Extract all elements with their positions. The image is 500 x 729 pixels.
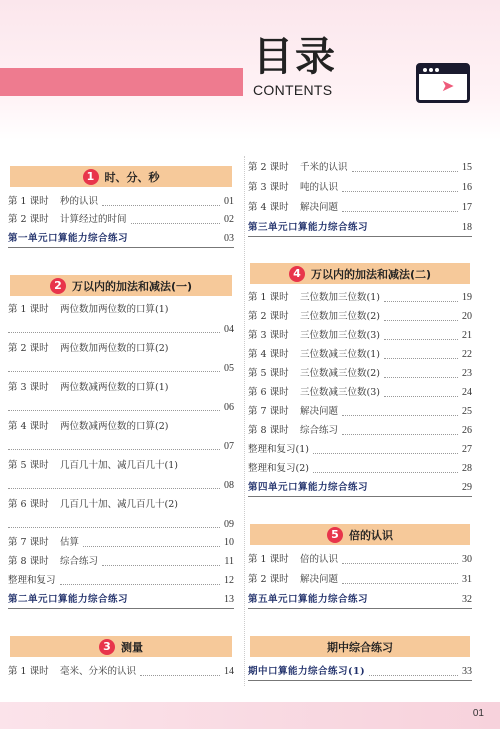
lesson-topic: 三位数加三位数(1) (300, 292, 380, 303)
dot-leader (342, 583, 458, 584)
dot-leader (102, 205, 220, 206)
page-number: 19 (462, 292, 472, 303)
lesson-label: 第 2 课时 (248, 162, 289, 173)
page-subtitle: CONTENTS (253, 82, 333, 98)
page-number: 21 (462, 330, 472, 341)
practice-title: 第五单元口算能力综合练习 (248, 594, 369, 605)
lesson-label: 第 7 课时 (248, 406, 289, 417)
dot-leader (313, 472, 458, 473)
dot-leader (60, 584, 220, 585)
section-title: 万以内的加法和减法(二) (310, 267, 432, 281)
lesson-label: 第 4 课时 (248, 349, 289, 360)
lesson-label: 第 8 课时 (248, 425, 289, 436)
dot-leader (131, 223, 220, 224)
section-header-4 (250, 263, 470, 284)
page-number: 05 (224, 363, 234, 374)
lesson-label: 第 1 课时 (8, 196, 49, 207)
lesson-topic: 综合练习 (300, 425, 339, 436)
section-title: 测量 (121, 640, 143, 654)
lesson-topic: 毫米、分米的认识 (60, 666, 137, 677)
section-number-badge: 3 (99, 639, 115, 655)
dot-leader (384, 396, 458, 397)
lesson-label: 第 8 课时 (8, 556, 49, 567)
toc-entry[interactable] (248, 385, 472, 401)
dot-leader (384, 301, 458, 302)
section-header-1 (10, 166, 232, 187)
toc-entry[interactable] (248, 309, 472, 325)
toc-entry[interactable] (8, 554, 234, 570)
section-title: 万以内的加法和减法(一) (71, 279, 193, 293)
page-number: 28 (462, 463, 472, 474)
toc-entry[interactable] (8, 380, 234, 416)
lesson-topic: 估算 (60, 537, 80, 548)
dot-leader (8, 488, 220, 489)
dot-leader (369, 675, 458, 676)
dot-leader (83, 546, 220, 547)
page-number: 04 (224, 324, 234, 335)
header-pink-band (0, 68, 243, 96)
page-number: 10 (224, 537, 234, 548)
practice-title: 第二单元口算能力综合练习 (8, 594, 129, 605)
dot-leader (342, 191, 458, 192)
lesson-topic: 三位数减三位数(2) (300, 368, 380, 379)
toc-entry[interactable] (8, 194, 234, 210)
lesson-topic: 三位数加三位数(3) (300, 330, 380, 341)
toc-entry[interactable] (248, 572, 472, 588)
practice-title: 第四单元口算能力综合练习 (248, 482, 369, 493)
section-title: 时、分、秒 (104, 170, 160, 184)
page-number: 09 (224, 519, 234, 530)
lesson-label: 第 2 课时 (8, 214, 49, 225)
footer-band (0, 702, 500, 729)
dot-leader (8, 371, 220, 372)
page-number: 07 (224, 441, 234, 452)
toc-entry[interactable] (248, 461, 472, 477)
dot-leader (352, 171, 458, 172)
lesson-topic: 两位数加两位数的口算(2) (60, 343, 169, 354)
lesson-topic: 千米的认识 (300, 162, 348, 173)
lesson-topic: 秒的认识 (60, 196, 99, 207)
page-number: 11 (224, 556, 234, 567)
toc-practice-entry[interactable] (8, 231, 234, 248)
page-number: 25 (462, 406, 472, 417)
lesson-topic: 两位数减两位数的口算(1) (60, 382, 169, 393)
dot-leader (8, 527, 220, 528)
page-number: 18 (462, 222, 472, 233)
page-number: 33 (462, 666, 472, 677)
section-header-3 (10, 636, 232, 657)
toc-entry[interactable] (248, 200, 472, 216)
page-number: 12 (224, 575, 234, 586)
lesson-label: 第 4 课时 (8, 421, 49, 432)
dot-leader (102, 565, 220, 566)
footer-page-number: 01 (472, 708, 484, 719)
toc-entry[interactable] (248, 423, 472, 439)
dot-leader (342, 415, 458, 416)
page-number: 15 (462, 162, 472, 173)
page-number: 29 (462, 482, 472, 493)
toc-entry[interactable] (248, 160, 472, 176)
lesson-label: 第 1 课时 (8, 666, 49, 677)
lesson-topic: 两位数减两位数的口算(2) (60, 421, 169, 432)
toc-entry[interactable] (8, 302, 234, 338)
page-number: 26 (462, 425, 472, 436)
toc-entry[interactable] (8, 497, 234, 533)
page-number: 27 (462, 444, 472, 455)
section-number-badge: 5 (327, 527, 343, 543)
section-number-badge: 2 (50, 278, 66, 294)
lesson-label: 第 3 课时 (248, 182, 289, 193)
toc-practice-entry[interactable] (248, 664, 472, 681)
lesson-label: 第 1 课时 (248, 292, 289, 303)
practice-title: 第一单元口算能力综合练习 (8, 233, 129, 244)
section-header-5 (250, 524, 470, 545)
lesson-topic: 解决问题 (300, 406, 339, 417)
page-number: 24 (462, 387, 472, 398)
dot-leader (342, 434, 458, 435)
toc-entry[interactable] (248, 290, 472, 306)
lesson-label: 第 2 课时 (248, 574, 289, 585)
lesson-topic: 综合练习 (60, 556, 99, 567)
practice-title: 期中口算能力综合练习(1) (248, 666, 366, 677)
toc-practice-entry[interactable] (248, 480, 472, 497)
header-banner (0, 0, 500, 140)
toc-practice-entry[interactable] (248, 220, 472, 237)
page-number: 17 (462, 202, 472, 213)
lesson-label: 第 5 课时 (8, 460, 49, 471)
section-number-badge: 1 (83, 169, 99, 185)
dot-leader (8, 410, 220, 411)
page-number: 13 (224, 594, 234, 605)
toc-entry[interactable] (248, 347, 472, 363)
dot-leader (384, 339, 458, 340)
page-number: 20 (462, 311, 472, 322)
toc-entry[interactable] (8, 341, 234, 377)
toc-entry[interactable] (248, 442, 472, 458)
lesson-topic: 整理和复习(1) (248, 444, 309, 455)
toc-entry[interactable] (8, 212, 234, 228)
lesson-label: 第 3 课时 (248, 330, 289, 341)
section-header-2 (10, 275, 232, 296)
lesson-label: 第 3 课时 (8, 382, 49, 393)
lesson-topic: 三位数减三位数(1) (300, 349, 380, 360)
lesson-topic: 整理和复习 (8, 575, 56, 586)
dot-leader (8, 332, 220, 333)
toc-entry[interactable] (8, 458, 234, 494)
dot-leader (342, 211, 458, 212)
lesson-topic: 几百几十加、减几百几十(2) (60, 499, 178, 510)
lesson-topic: 整理和复习(2) (248, 463, 309, 474)
lesson-topic: 计算经过的时间 (60, 214, 127, 225)
dot-leader (342, 563, 458, 564)
toc-entry[interactable] (8, 535, 234, 551)
toc-entry[interactable] (248, 404, 472, 420)
dot-leader (384, 377, 458, 378)
page-number: 08 (224, 480, 234, 491)
lesson-topic: 倍的认识 (300, 554, 339, 565)
page-number: 14 (224, 666, 234, 677)
page-number: 16 (462, 182, 472, 193)
page-number: 23 (462, 368, 472, 379)
section-title: 期中综合练习 (327, 640, 393, 654)
lesson-topic: 解决问题 (300, 202, 339, 213)
lesson-label: 第 7 课时 (8, 537, 49, 548)
toc-entry[interactable] (248, 552, 472, 568)
lesson-label: 第 2 课时 (248, 311, 289, 322)
dot-leader (384, 358, 458, 359)
section-number-badge: 4 (289, 266, 305, 282)
section-title: 倍的认识 (349, 528, 393, 542)
toc-entry[interactable] (248, 366, 472, 382)
column-divider (244, 156, 245, 686)
page-number: 32 (462, 594, 472, 605)
lesson-label: 第 1 课时 (248, 554, 289, 565)
page-number: 22 (462, 349, 472, 360)
lesson-label: 第 5 课时 (248, 368, 289, 379)
lesson-topic: 几百几十加、减几百几十(1) (60, 460, 178, 471)
lesson-label: 第 2 课时 (8, 343, 49, 354)
toc-entry[interactable] (8, 664, 234, 680)
toc-entry[interactable] (8, 419, 234, 455)
lesson-label: 第 4 课时 (248, 202, 289, 213)
toc-practice-entry[interactable] (8, 592, 234, 609)
page-number: 06 (224, 402, 234, 413)
toc-practice-entry[interactable] (248, 592, 472, 609)
computer-cursor-icon: ➤ (416, 63, 470, 103)
practice-title: 第三单元口算能力综合练习 (248, 222, 369, 233)
section-header-midterm (250, 636, 470, 657)
dot-leader (313, 453, 458, 454)
toc-entry[interactable] (248, 328, 472, 344)
dot-leader (384, 320, 458, 321)
dot-leader (140, 675, 220, 676)
page-number: 31 (462, 574, 472, 585)
page-number: 03 (224, 233, 234, 244)
lesson-topic: 三位数加三位数(2) (300, 311, 380, 322)
lesson-topic: 三位数减三位数(3) (300, 387, 380, 398)
lesson-label: 第 6 课时 (8, 499, 49, 510)
page-number: 02 (224, 214, 234, 225)
toc-entry[interactable] (248, 180, 472, 196)
toc-entry[interactable] (8, 573, 234, 589)
lesson-topic: 两位数加两位数的口算(1) (60, 304, 169, 315)
lesson-label: 第 1 课时 (8, 304, 49, 315)
page-title: 目录 (253, 34, 337, 80)
dot-leader (8, 449, 220, 450)
page-number: 01 (224, 196, 234, 207)
lesson-topic: 解决问题 (300, 574, 339, 585)
lesson-label: 第 6 课时 (248, 387, 289, 398)
page-number: 30 (462, 554, 472, 565)
lesson-topic: 吨的认识 (300, 182, 339, 193)
